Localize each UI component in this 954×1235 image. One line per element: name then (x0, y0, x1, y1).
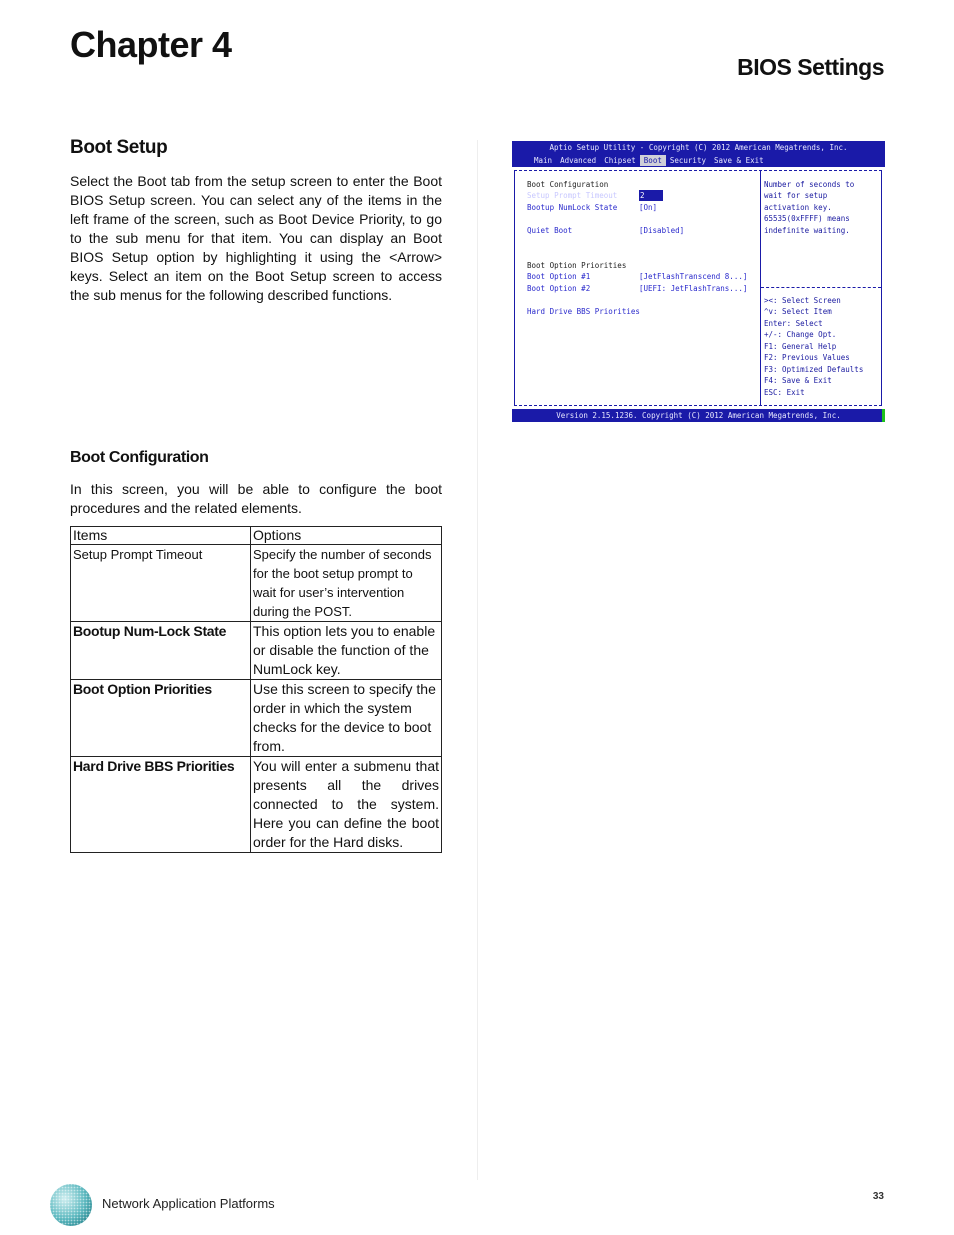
bios-frame-help-divider (761, 287, 881, 289)
bios-screenshot (512, 141, 885, 422)
bios-quiet-boot[interactable]: Quiet Boot (527, 226, 573, 235)
table-row (71, 622, 442, 680)
bios-key-line: ><: Select Screen (764, 296, 841, 305)
page-number: 33 (872, 1191, 884, 1202)
bios-boot-option-1[interactable]: Boot Option #1 (527, 272, 591, 281)
bios-bootup-numlock-value[interactable]: [On] (639, 203, 658, 212)
bios-body (512, 167, 885, 409)
bios-tab-chipset[interactable]: Chipset (604, 156, 636, 165)
bios-frame-bottom (514, 405, 882, 407)
footer-company: Network Application Platforms (102, 1196, 275, 1211)
boot-setup-heading: Boot Setup (70, 137, 168, 158)
options-table (70, 526, 442, 853)
table-cell-option: This option lets you to enable or disable the function of the NumLock key. (251, 622, 442, 680)
bios-help-line: activation key. (764, 203, 832, 212)
table-cell-item: Hard Drive BBS Priorities (71, 757, 251, 853)
bios-help-line: 65535(0xFFFF) means (764, 214, 850, 223)
bios-boot-configuration-label: Boot Configuration (527, 180, 609, 189)
bios-setup-prompt-timeout[interactable]: Setup Prompt Timeout (527, 191, 618, 200)
bios-tab-boot[interactable]: Boot (640, 155, 666, 166)
section-title: BIOS Settings (737, 54, 884, 80)
table-cell-item: Boot Option Priorities (71, 680, 251, 757)
boot-setup-paragraph: Select the Boot tab from the setup screen to enter the Boot BIOS Setup screen. You can select any of the items in the left frame of the screen, such as Boot Device Priority, to go to the sub menu for that item. You can display an Boot BIOS Setup option by highlighting it using the <Arrow> keys. Select an item on the Boot Setup screen to access the sub menus for the following described functions. (70, 173, 442, 303)
bios-frame-top (514, 170, 882, 172)
bios-boot-option-2[interactable]: Boot Option #2 (527, 284, 591, 293)
company-logo-icon (49, 1183, 93, 1227)
bios-key-line: ^v: Select Item (764, 307, 832, 316)
bios-tab-advanced[interactable]: Advanced (560, 156, 597, 165)
boot-configuration-paragraph: In this screen, you will be able to configure the boot procedures and the related elements. (70, 481, 442, 516)
bios-key-line: F3: Optimized Defaults (764, 365, 864, 374)
bios-boot-option-2-value[interactable]: [UEFI: JetFlashTrans...] (639, 284, 748, 293)
bios-key-line: F2: Previous Values (764, 353, 850, 362)
table-header-items: Items (71, 527, 251, 545)
bios-hdd-bbs-priorities[interactable]: Hard Drive BBS Priorities (527, 307, 640, 316)
table-cell-item: Bootup Num-Lock State (71, 622, 251, 680)
boot-configuration-heading: Boot Configuration (70, 449, 209, 466)
bios-help-line: Number of seconds to (764, 180, 855, 189)
bios-key-line: Enter: Select (764, 319, 823, 328)
bios-header (512, 141, 885, 167)
bios-tab-security[interactable]: Security (669, 156, 706, 165)
bios-tab-save-exit[interactable]: Save & Exit (713, 156, 764, 165)
table-header-options: Options (251, 527, 442, 545)
bios-frame-right (881, 171, 882, 405)
bios-green-marker (882, 409, 885, 422)
column-divider (477, 140, 478, 1180)
bios-setup-prompt-timeout-value[interactable]: 2 (639, 190, 663, 201)
bios-help-line: indefinite waiting. (764, 226, 850, 235)
bios-bootup-numlock[interactable]: Bootup NumLock State (527, 203, 618, 212)
bios-tabs (530, 155, 768, 166)
bios-quiet-boot-value[interactable]: [Disabled] (639, 226, 685, 235)
bios-help-line: wait for setup (764, 191, 828, 200)
table-row (71, 680, 442, 757)
table-cell-option: Use this screen to specify the order in which the system checks for the device to boot from. (251, 680, 442, 757)
table-header-row (71, 527, 442, 545)
bios-key-line: ESC: Exit (764, 388, 805, 397)
table-cell-option: You will enter a submenu that presents all the drives connected to the system. Here you can define the boot order for the Hard disks. (251, 757, 442, 853)
bios-boot-option-1-value[interactable]: [JetFlashTranscend 8...] (639, 272, 748, 281)
table-cell-item: Setup Prompt Timeout (71, 545, 251, 622)
bios-key-line: F4: Save & Exit (764, 376, 832, 385)
table-row (71, 757, 442, 853)
bios-tab-main[interactable]: Main (534, 156, 553, 165)
bios-boot-option-priorities-label: Boot Option Priorities (527, 261, 627, 270)
chapter-title: Chapter 4 (70, 24, 232, 65)
bios-title: Aptio Setup Utility - Copyright (C) 2012 American Megatrends, Inc. (549, 143, 848, 152)
bios-version-bar: Version 2.15.1236. Copyright (C) 2012 American Megatrends, Inc. (512, 409, 885, 422)
bios-key-line: +/-: Change Opt. (764, 330, 837, 339)
bios-key-line: F1: General Help (764, 342, 837, 351)
table-cell-option: Specify the number of seconds for the boot setup prompt to wait for user’s intervention during the POST. (251, 545, 442, 622)
table-row (71, 545, 442, 622)
bios-frame-left (514, 171, 515, 405)
